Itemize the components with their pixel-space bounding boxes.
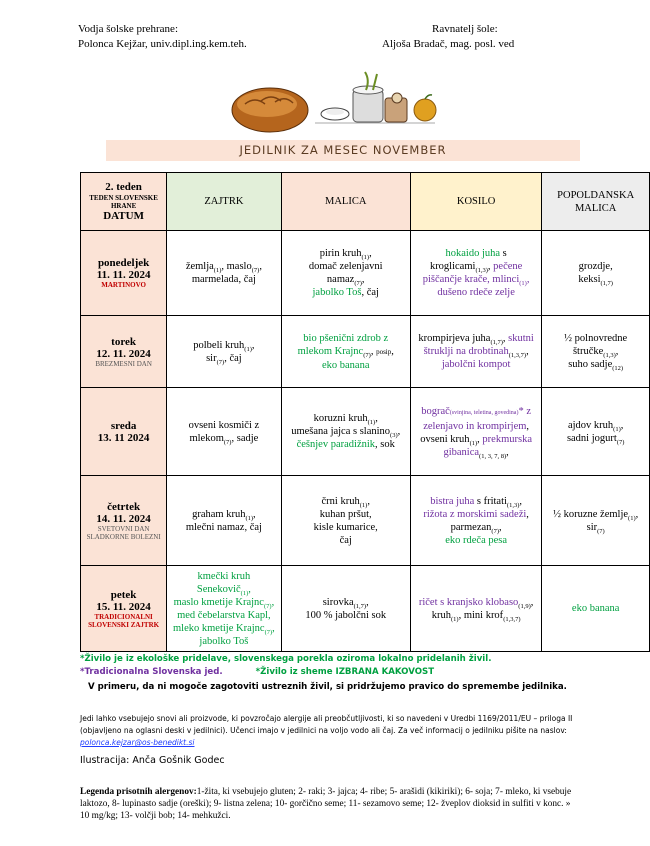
day-cell (81, 316, 167, 388)
day-tag: BREZMESNI DAN (95, 359, 152, 368)
header-right (382, 22, 514, 52)
day-name: torek (111, 335, 137, 348)
disclaimer-note: V primeru, da ni mogoče zagotoviti ustreznih živil, si pridržujemo pravico do spremembe jedilnika. (88, 682, 567, 692)
day-cell (81, 476, 167, 566)
allergen-legend-text: 1-žita, ki vsebujejo gluten; 2- raki; 3- jajca; 4- ribe; 5- arašidi (kikiriki); 6- soja; 7- mleko, ki vsebuje laktozo, 8- lupinasto sadje (oreški); 9- listna zelena; 10- gorčično seme; 11- sezamovo seme; 12- žveplov dioksid in sulfiti v konc. » 10 mg/kg; 13- volčji bob; 14- mehkužci. (80, 787, 572, 821)
table-row (81, 476, 650, 566)
contact-email-link[interactable]: polonca.kejzar@os-benedikt.si (80, 738, 195, 747)
day-name: petek (110, 588, 137, 601)
day-tag: SVETOVNI DAN SLADKORNE BOLEZNI (86, 524, 161, 541)
kitchen-manager-name: Polonca Kejžar, univ.dipl.ing.kem.teh. (78, 38, 247, 50)
day-cell (81, 566, 167, 652)
traditional-quality-notes (80, 666, 434, 679)
table-header-row (81, 173, 650, 231)
day-date: 11. 11. 2024 (96, 269, 151, 281)
column-header-zajtrk: ZAJTRK (167, 173, 281, 231)
day-tag: MARTINOVO (101, 281, 146, 289)
menu-banner: JEDILNIK ZA MESEC NOVEMBER (106, 140, 580, 161)
allergen-legend-title: Legenda prisotnih alergenov: (80, 787, 197, 797)
kitchen-manager-role: Vodja šolske prehrane: (78, 23, 178, 35)
quality-note: *Živilo iz sheme IZBRANA KAKOVOST (255, 667, 435, 677)
column-header-popoldanska: POPOLDANSKA MALICA (542, 173, 650, 231)
table-row (81, 231, 650, 316)
day-name: sreda (110, 419, 137, 432)
day-cell (81, 231, 167, 316)
day-date: 13. 11 2024 (97, 431, 150, 444)
popoldanska-cell: grozdje, keksi$_{(1,7)}$ (542, 231, 650, 316)
day-tag: TRADICIONALNI SLOVENSKI ZAJTRK (88, 612, 160, 629)
malica-cell: bio pšenični zdrob z mlekom Krajnc$_{(7)}$, posip, eko banana (281, 316, 410, 388)
popoldanska-cell: eko banana (542, 566, 650, 652)
bread-and-kitchen-illustration (225, 68, 450, 140)
table-row (81, 388, 650, 476)
popoldanska-cell: ½ polnovredne štručke$_{(1,3)}$, suho sadje$_{(12)}$ (542, 316, 650, 388)
zajtrk-cell: žemlja$_{(1)}$, maslo$_{(7)}$, marmelada, čaj (167, 231, 281, 316)
day-name: četrtek (107, 500, 141, 513)
popoldanska-cell: ½ koruzne žemlje$_{(1)}$, sir$_{(7)}$ (542, 476, 650, 566)
table-row (81, 566, 650, 652)
day-date: 14. 11. 2024 (96, 512, 151, 525)
table-row (81, 316, 650, 388)
zajtrk-cell: polbeli kruh$_{(1)}$, sir$_{(7)}$, čaj (167, 316, 281, 388)
week-label: 2. teden (105, 180, 142, 193)
principal-role: Ravnatelj šole: (432, 23, 498, 35)
traditional-note: *Tradicionalna Slovenska jed. (80, 667, 223, 677)
week-header-cell (81, 173, 167, 231)
zajtrk-cell: kmečki kruh Senekovič$_{(1)}$, maslo kmetije Krajnc$_{(7)}$, med čebelarstva Kapl, mleko kmetije Krajnc$_{(7)}$, jabolko Toš (167, 566, 281, 652)
malica-cell: sirovka$_{(1,7)}$, 100 % jabolčni sok (281, 566, 410, 652)
illustration-credit: Ilustracija: Anča Gošnik Godec (80, 755, 225, 766)
zajtrk-cell: ovseni kosmiči z mlekom$_{(7)}$, sadje (167, 388, 281, 476)
column-header-kosilo: KOSILO (410, 173, 541, 231)
allergy-info (80, 713, 575, 749)
allergen-legend (80, 786, 580, 822)
principal-name: Aljoša Bradač, mag. posl. ved (382, 38, 515, 50)
popoldanska-cell: ajdov kruh$_{(1)}$, sadni jogurt$_{(7)}$ (542, 388, 650, 476)
malica-cell: pirin kruh$_{(1)}$, domač zelenjavni namaz$_{(7)}$, jabolko Toš, čaj (281, 231, 410, 316)
malica-cell: črni kruh$_{(1)}$, kuhan pršut, kisle kumarice, čaj (281, 476, 410, 566)
day-cell (81, 388, 167, 476)
kosilo-cell: krompirjeva juha$_{(1,7)}$, skutni štruklji na drobtinah$_{(1,3,7)}$, jabolčni kompot (410, 316, 541, 388)
kosilo-cell: hokaido juha s kroglicami$_{(1,3)}$, pečene piščančje krače, mlinci$_{(1)}$, dušeno rdeče zelje (410, 231, 541, 316)
column-header-malica: MALICA (281, 173, 410, 231)
kosilo-cell: ričet s kranjsko klobaso$_{(1,9)}$, kruh$_{(1)}$, mini krof$_{(1,3,7)}$ (410, 566, 541, 652)
malica-cell: koruzni kruh$_{(1)}$, umešana jajca s slanino$_{(3)}$, češnjev paradižnik, sok (281, 388, 410, 476)
eco-note: *Živilo je iz ekološke pridelave, slovenskega porekla oziroma lokalno pridelanih živil. (80, 654, 492, 664)
date-column-label: DATUM (103, 209, 144, 222)
zajtrk-cell: graham kruh$_{(1)}$, mlečni namaz, čaj (167, 476, 281, 566)
week-tag: TEDEN SLOVENSKE HRANE (89, 193, 158, 210)
menu-table (80, 172, 650, 652)
kosilo-cell: bistra juha s fritati$_{(1,3)}$, rižota z morskimi sadeži, parmezan$_{(7)}$, eko rdeča pesa (410, 476, 541, 566)
day-name: ponedeljek (97, 257, 150, 269)
header-left (78, 22, 247, 52)
day-date: 15. 11. 2024 (96, 600, 151, 613)
kosilo-cell: bograč(svinjina, teletina, govedina)* z zelenjavo in krompirjem, ovseni kruh$_{(1)}$, prekmurska gibanica$_{(1, 3, 7, 8)}$, (410, 388, 541, 476)
allergy-info-text: Jedi lahko vsebujejo snovi ali proizvode, ki povzročajo alergije ali preobčutljivosti, ki so navedeni v Uredbi 1169/2011/EU – priloga II (objavljeno na oglasni deski v jedilnici). Učenci imajo v jedilnici na voljo vodo ali čaj. Za več informacij o jedilniku pišite na naslov: (80, 714, 573, 735)
day-date: 12. 11. 2024 (96, 347, 151, 360)
